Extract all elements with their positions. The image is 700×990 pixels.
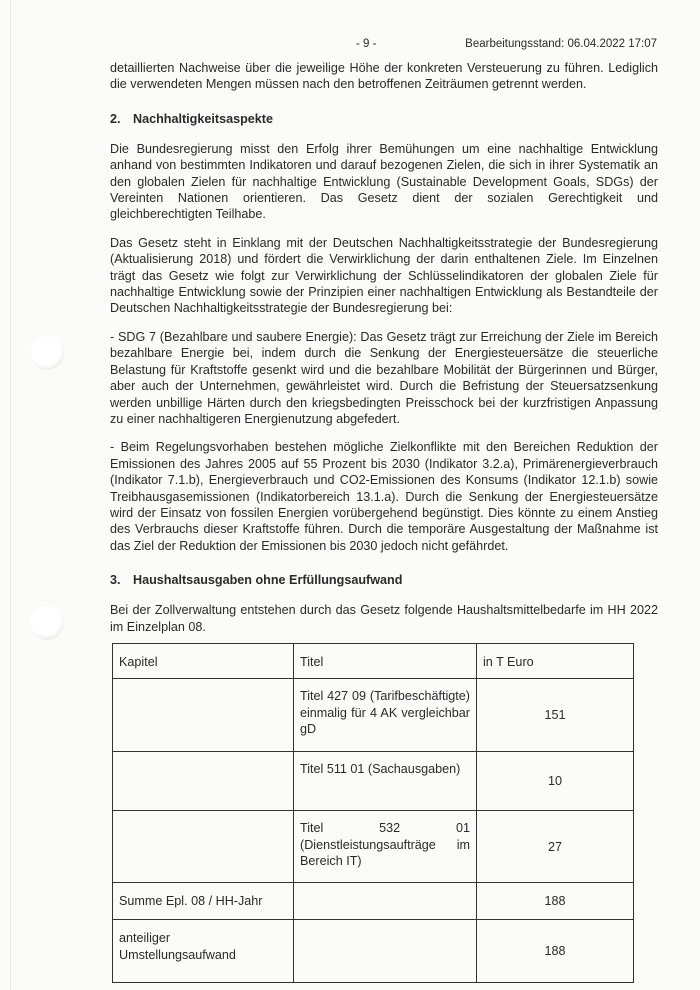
section-3-title: Haushaltsausgaben ohne Erfüllungsaufwand xyxy=(133,573,403,588)
table-row-share xyxy=(113,920,634,983)
cell-kapitel xyxy=(113,752,294,811)
table-header-row xyxy=(113,643,634,678)
section-2-number: 2. xyxy=(110,111,121,126)
table-row xyxy=(113,811,634,883)
section-2-paragraph: Das Gesetz steht in Einklang mit der Deutschen Nachhaltigkeitsstrategie der Bundesregierung (Aktualisierung 2018) und fördert die Verwirklichung der darin enthaltenen Ziele. Im Einzelnen trägt das Gesetz wie folgt zur Verwirklichung der Schlüsselindikatoren der globalen Ziele für nachhaltige Entwicklung sowie der Prinzipien einer nachhaltigen Entwicklung als Bestandteile der Deutschen Nachhaltigkeitsstrategie der Bundesregierung bei: xyxy=(110,235,658,316)
table-row-sum xyxy=(113,883,634,920)
section-2-title: Nachhaltigkeitsaspekte xyxy=(133,111,273,126)
table-row xyxy=(113,752,634,811)
section-2-paragraph: Die Bundesregierung misst den Erfolg ihrer Bemühungen um eine nachhaltige Entwicklung anhand von bestimmten Indikatoren und darauf bezogenen Zielen, die sich in ihrer Systematik an den globalen Zielen für nachhaltige Entwicklung (Sustainable Development Goals, SDGs) der Vereinten Nationen orientieren. Das Gesetz dient der sozialen Gerechtigkeit und gleichberechtigten Teilhabe. xyxy=(110,141,658,222)
page-edge xyxy=(10,0,11,990)
punch-hole-lower xyxy=(30,606,64,640)
cell-betrag: 27 xyxy=(477,811,634,883)
header-titel: Titel xyxy=(294,643,477,678)
cell-betrag: 10 xyxy=(477,752,634,811)
cell-betrag: 188 xyxy=(477,920,634,983)
document-body xyxy=(110,60,658,983)
cell-titel: Titel 427 09 (Tarifbeschäftigte) einmalig für 4 AK vergleichbar gD xyxy=(294,679,477,752)
cell-kapitel xyxy=(113,811,294,883)
cell-titel: Titel 511 01 (Sachausgaben) xyxy=(294,752,477,811)
edit-status: Bearbeitungsstand: 06.04.2022 17:07 xyxy=(465,38,657,50)
section-2-heading xyxy=(110,111,658,127)
punch-hole-upper xyxy=(30,336,64,370)
section-2-paragraph: - SDG 7 (Bezahlbare und saubere Energie): Das Gesetz trägt zur Erreichung der Ziele im Bereich bezahlbare Energie bei, indem durch die Senkung der Energiesteuersätze die steuerliche Belastung für Kraftstoffe gesenkt wird und die bezahlbare Mobilität der Bürgerinnen und Bürger, aber auch der Unternehmen, gewährleistet wird. Durch die Befristung der Steuersatzsenkung werden unbillige Härten durch den kriegsbedingten Preisschock bei der kurzfristigen Anpassung zu einer nachhaltigeren Energienutzung abgefedert. xyxy=(110,329,658,426)
cell-titel xyxy=(294,920,477,983)
section-3-paragraph: Bei der Zollverwaltung entstehen durch das Gesetz folgende Haushaltsmittelbedarfe im HH 2022 im Einzelplan 08. xyxy=(110,603,658,634)
intro-paragraph: detaillierten Nachweise über die jeweilige Höhe der konkreten Versteuerung zu führen. Lediglich die verwendeten Mengen müssen nach den betroffenen Zeiträumen getrennt werden. xyxy=(110,61,658,92)
cell-kapitel xyxy=(113,679,294,752)
budget-table xyxy=(112,643,634,983)
cell-titel: Titel 532 01 (Dienstleistungsaufträge im Bereich IT) xyxy=(294,811,477,883)
cell-kapitel: Summe Epl. 08 / HH-Jahr xyxy=(113,883,294,920)
cell-betrag: 188 xyxy=(477,883,634,920)
section-3-number: 3. xyxy=(110,573,121,588)
page-number: - 9 - xyxy=(356,38,377,50)
header-betrag: in T Euro xyxy=(477,643,634,678)
table-row xyxy=(113,679,634,752)
section-2-paragraph: - Beim Regelungsvorhaben bestehen mögliche Zielkonflikte mit den Bereichen Reduktion der Emissionen des Jahres 2005 auf 55 Prozent bis 2030 (Indikator 3.2.a), Primärenergieverbrauch (Indikator 7.1.b), Energieverbrauch und CO2-Emissionen des Konsums (Indikator 12.1.b) sowie Treibhausgasemissionen (Indikatorbereich 13.1.a). Durch die Senkung der Energiesteuersätze wird der Einsatz von fossilen Energien vorübergehend begünstigt. Dies könnte zu einem Anstieg des Verbrauchs dieser Kraftstoffe führen. Durch die temporäre Ausgestaltung der Maßnahme ist das Ziel der Reduktion der Emissionen bis 2030 jedoch nicht gefährdet. xyxy=(110,440,658,553)
cell-betrag: 151 xyxy=(477,679,634,752)
page-header xyxy=(0,38,700,54)
header-kapitel: Kapitel xyxy=(113,643,294,678)
cell-kapitel: anteiliger Umstellungsaufwand xyxy=(113,920,294,983)
cell-titel xyxy=(294,883,477,920)
section-3-heading xyxy=(110,572,658,588)
